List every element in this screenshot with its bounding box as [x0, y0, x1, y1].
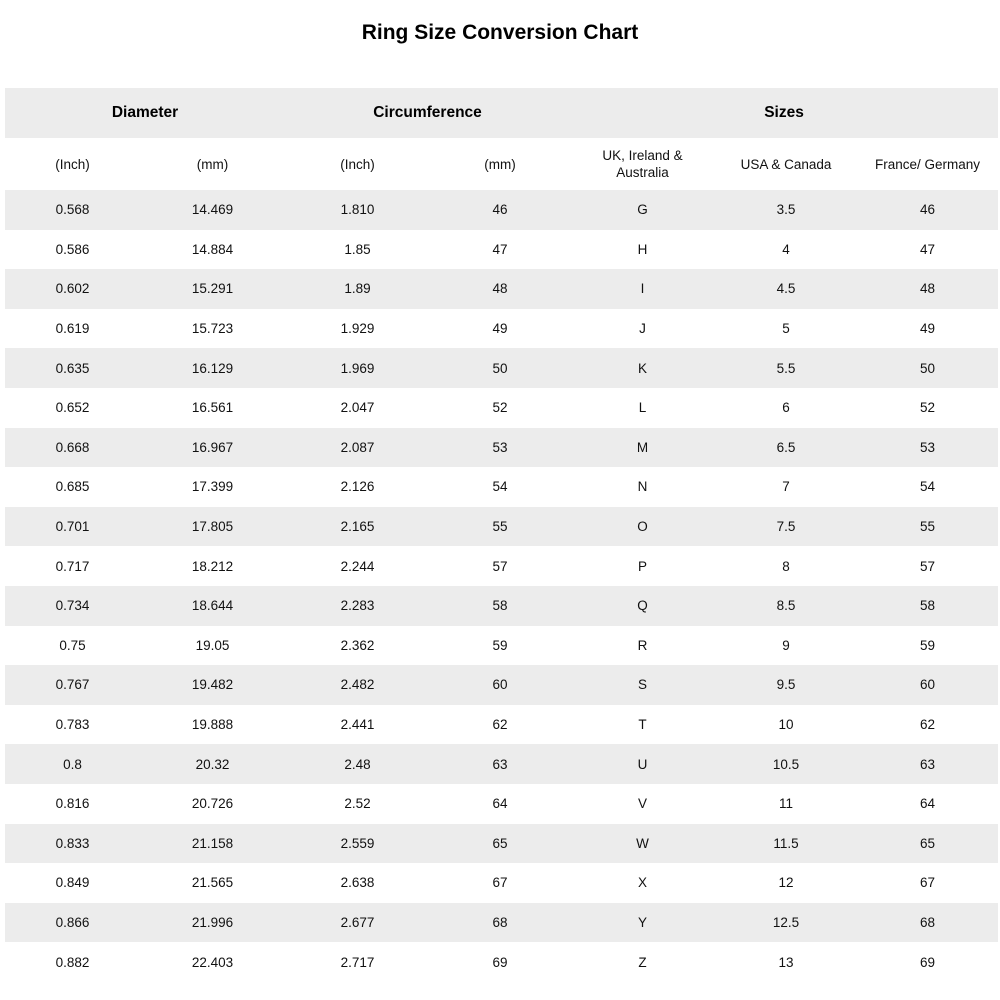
cell: V [638, 796, 648, 812]
cell: 48 [492, 281, 508, 297]
table-row [5, 903, 998, 943]
cell: 15.291 [191, 281, 234, 297]
cell: 2.48 [344, 756, 371, 772]
cell: 59 [492, 637, 508, 653]
cell: S [638, 677, 648, 693]
cell: 63 [920, 756, 936, 772]
cell: 5.5 [776, 360, 796, 376]
cell: 2.638 [340, 875, 375, 891]
cell: 2.165 [340, 519, 375, 535]
cell: J [639, 321, 646, 337]
table-row [5, 230, 998, 270]
cell: 11 [779, 796, 794, 812]
cell: 48 [920, 281, 936, 297]
cell: 0.734 [55, 598, 90, 614]
cell: 55 [920, 519, 936, 535]
cell: 20.726 [191, 796, 234, 812]
cell: 20.32 [195, 756, 230, 772]
cell: 1.929 [340, 321, 375, 337]
cell: 65 [492, 835, 508, 851]
cell: 2.283 [340, 598, 375, 614]
cell: 11.5 [773, 835, 799, 851]
cell: 18.644 [191, 598, 234, 614]
cell: 6 [782, 400, 790, 416]
cell: 10.5 [772, 756, 800, 772]
column-header: (Inch) [340, 156, 375, 172]
cell: 0.652 [55, 400, 90, 416]
cell: 52 [920, 400, 936, 416]
cell: H [637, 241, 648, 257]
table-row [5, 190, 998, 230]
cell: 57 [492, 558, 508, 574]
cell: 62 [920, 717, 936, 733]
cell: O [637, 519, 648, 535]
cell: 67 [492, 875, 508, 891]
cell: 64 [492, 796, 508, 812]
cell: 2.126 [340, 479, 375, 495]
column-header: (mm) [484, 156, 516, 172]
cell: Y [638, 914, 648, 930]
cell: 46 [492, 202, 508, 218]
cell: 0.602 [55, 281, 90, 297]
table-row [5, 586, 998, 626]
cell: X [638, 875, 648, 891]
cell: 10 [778, 717, 794, 733]
cell: 0.833 [55, 835, 90, 851]
cell: 49 [492, 321, 508, 337]
cell: 2.482 [340, 677, 375, 693]
cell: 59 [920, 637, 936, 653]
cell: 7.5 [776, 519, 796, 535]
table-row [5, 348, 998, 388]
cell: 19.482 [191, 677, 234, 693]
cell: 9 [782, 637, 790, 653]
cell: 19.888 [191, 717, 234, 733]
cell: 57 [920, 558, 936, 574]
cell: 47 [492, 241, 508, 257]
cell: 17.399 [191, 479, 234, 495]
page-title: Ring Size Conversion Chart [361, 21, 639, 44]
cell: 0.635 [55, 360, 90, 376]
cell: 7 [782, 479, 790, 495]
cell: 0.568 [55, 202, 90, 218]
cell: 0.717 [55, 558, 90, 574]
cell: 22.403 [191, 954, 234, 970]
cell: 65 [920, 835, 936, 851]
cell: 1.969 [340, 360, 375, 376]
group-header-diameter: Diameter [111, 104, 179, 121]
cell: 0.882 [55, 954, 90, 970]
table-row [5, 507, 998, 547]
table-header [5, 88, 998, 190]
cell: 69 [920, 954, 936, 970]
cell: 58 [920, 598, 936, 614]
cell: 17.805 [191, 519, 234, 535]
cell: 63 [492, 756, 508, 772]
cell: Q [637, 598, 648, 614]
cell: 4.5 [776, 281, 796, 297]
cell: 8.5 [776, 598, 796, 614]
group-header-row [5, 88, 998, 138]
cell: 46 [920, 202, 936, 218]
cell: 0.8 [63, 756, 82, 772]
cell: 54 [492, 479, 508, 495]
cell: R [637, 637, 648, 653]
cell: 52 [492, 400, 508, 416]
cell: 50 [920, 360, 936, 376]
cell: 14.469 [191, 202, 234, 218]
table-row [5, 665, 998, 705]
cell: 0.701 [55, 519, 90, 535]
cell: 19.05 [195, 637, 230, 653]
table-body [5, 190, 998, 982]
cell: 4 [782, 241, 790, 257]
cell: 0.75 [59, 637, 86, 653]
cell: P [638, 558, 648, 574]
table-row [5, 863, 998, 903]
cell: 5 [782, 321, 790, 337]
cell: 1.89 [344, 281, 371, 297]
column-header: USA & Canada [740, 156, 832, 172]
cell: U [637, 756, 648, 772]
table-row [5, 626, 998, 666]
cell: I [640, 281, 645, 297]
cell: 0.767 [55, 677, 90, 693]
cell: 0.866 [55, 914, 90, 930]
table-row [5, 388, 998, 428]
cell: 0.685 [55, 479, 90, 495]
cell: 2.441 [340, 717, 375, 733]
cell: L [638, 400, 647, 416]
cell: 68 [920, 914, 936, 930]
cell: 9.5 [776, 677, 796, 693]
cell: 53 [492, 439, 508, 455]
cell: 0.816 [55, 796, 90, 812]
cell: 64 [920, 796, 936, 812]
cell: 12.5 [772, 914, 800, 930]
cell: 58 [492, 598, 508, 614]
cell: T [638, 717, 647, 733]
cell: 16.561 [191, 400, 234, 416]
cell: 21.158 [191, 835, 234, 851]
cell: 1.85 [344, 241, 371, 257]
cell: 0.668 [55, 439, 90, 455]
table-row [5, 269, 998, 309]
table-row [5, 546, 998, 586]
cell: 68 [492, 914, 508, 930]
cell: Z [638, 954, 647, 970]
cell: 6.5 [776, 439, 796, 455]
ring-size-conversion-table [5, 88, 998, 982]
cell: 8 [782, 558, 790, 574]
cell: 21.996 [191, 914, 234, 930]
cell: 21.565 [191, 875, 234, 891]
cell: 16.129 [191, 360, 234, 376]
cell: 14.884 [191, 241, 234, 257]
cell: 2.087 [340, 439, 375, 455]
cell: N [637, 479, 648, 495]
cell: 2.677 [340, 914, 375, 930]
table-row [5, 744, 998, 784]
table-row [5, 467, 998, 507]
cell: 2.52 [344, 796, 371, 812]
cell: 2.559 [340, 835, 375, 851]
cell: 47 [920, 241, 936, 257]
cell: 3.5 [776, 202, 796, 218]
cell: 54 [920, 479, 936, 495]
cell: 0.783 [55, 717, 90, 733]
cell: 49 [920, 321, 936, 337]
table-row [5, 784, 998, 824]
cell: M [636, 439, 649, 455]
cell: 0.849 [55, 875, 90, 891]
column-header: France/ Germany [875, 156, 981, 172]
column-header: (Inch) [55, 156, 90, 172]
cell: K [638, 360, 648, 376]
cell: 53 [920, 439, 936, 455]
cell: 0.586 [55, 241, 90, 257]
cell: 16.967 [191, 439, 234, 455]
cell: G [637, 202, 648, 218]
group-header-circumference: Circumference [373, 104, 482, 121]
cell: 2.047 [340, 400, 375, 416]
cell: 55 [492, 519, 508, 535]
cell: 67 [920, 875, 936, 891]
cell: 50 [492, 360, 508, 376]
table-row [5, 428, 998, 468]
cell: 62 [492, 717, 508, 733]
column-header-row [5, 138, 998, 190]
cell: 15.723 [191, 321, 234, 337]
cell: 2.362 [340, 637, 375, 653]
cell: W [636, 835, 649, 851]
cell: 2.717 [340, 954, 375, 970]
group-header-sizes: Sizes [764, 104, 804, 121]
table-row [5, 824, 998, 864]
cell: 69 [492, 954, 508, 970]
cell: 13 [778, 954, 794, 970]
table-row [5, 705, 998, 745]
cell: 1.810 [340, 202, 375, 218]
column-header: UK, Ireland & Australia [602, 148, 683, 180]
cell: 0.619 [55, 321, 90, 337]
cell: 12 [778, 875, 794, 891]
table-row [5, 942, 998, 982]
column-header: (mm) [196, 156, 229, 172]
cell: 60 [492, 677, 508, 693]
cell: 2.244 [340, 558, 375, 574]
table-row [5, 309, 998, 349]
cell: 60 [920, 677, 936, 693]
cell: 18.212 [191, 558, 234, 574]
